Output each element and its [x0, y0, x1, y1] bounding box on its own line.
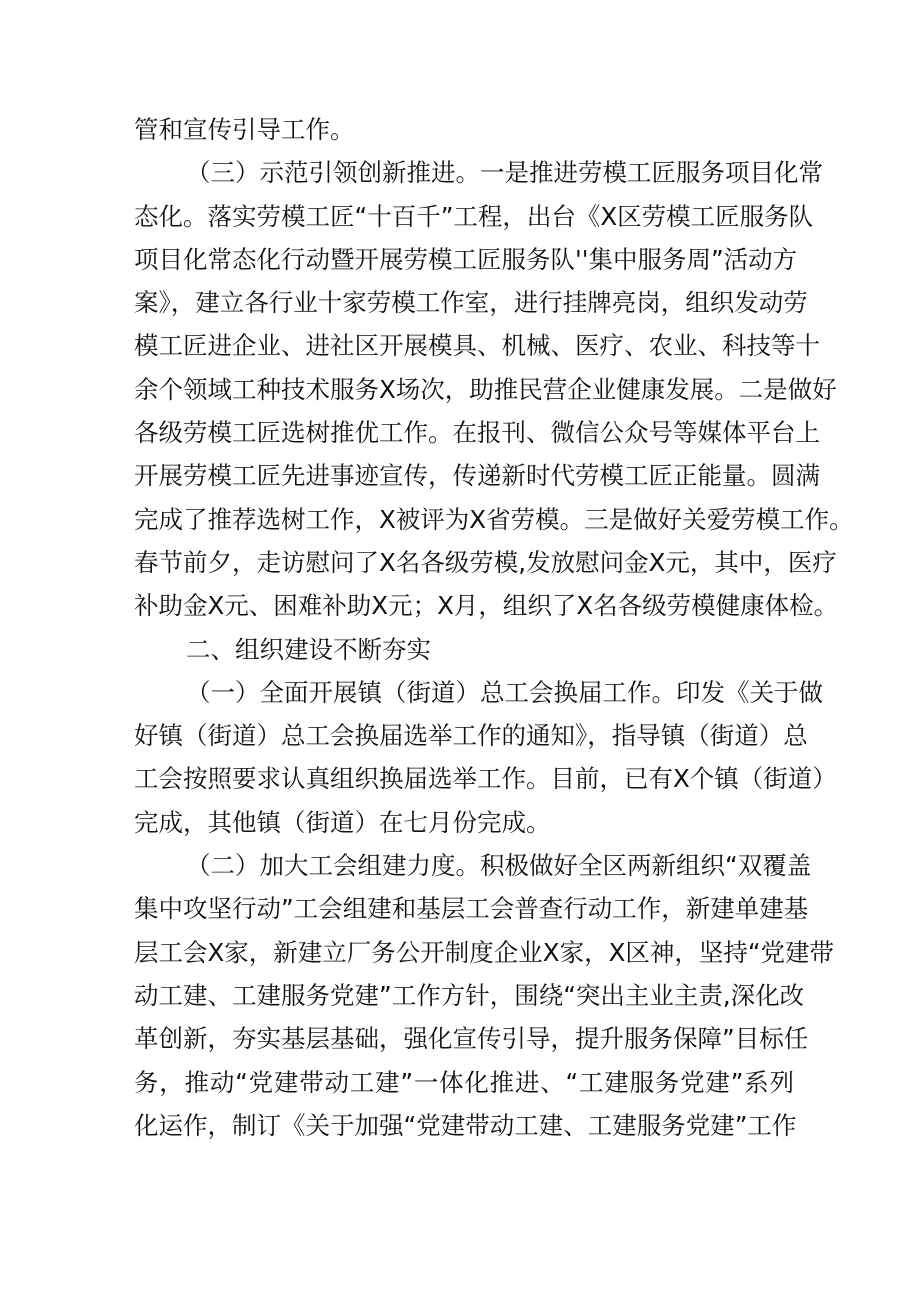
text-line: 好镇（街道）总工会换届选举工作的通知》，指导镇（街道）总 — [134, 721, 808, 751]
text-line: 模工匠进企业、进社区开展模具、机械、医疗、农业、科技等十 — [134, 331, 820, 361]
document-body — [134, 108, 854, 1147]
text-line: 集中攻坚行动”工会组建和基层工会普查行动工作，新建单建基 — [134, 894, 809, 924]
text-line: 春节前夕，走访慰问了X名各级劳模,发放慰问金X元，其中，医疗 — [134, 547, 837, 577]
text-line: 完成了推荐选树工作，X被评为X省劳模。三是做好关爱劳模工作。 — [134, 504, 854, 534]
text-line: 革创新，夯实基层基础，强化宣传引导，提升服务保障”目标任 — [134, 1024, 809, 1054]
text-line: 化运作，制订《关于加强“党建带动工建、工建服务党建”工作 — [134, 1110, 797, 1140]
text-line: 务，推动“党建带动工建”一体化推进、“工建服务党建”系列 — [134, 1067, 794, 1097]
text-line: 各级劳模工匠选树推优工作。在报刊、微信公众号等媒体平台上 — [134, 418, 820, 448]
text-line: 工会按照要求认真组织换届选举工作。目前，已有X个镇（街道） — [134, 764, 837, 794]
text-line: 案》，建立各行业十家劳模工作室，进行挂牌亮岗，组织发动劳 — [134, 288, 808, 318]
text-line: 态化。落实劳模工匠“十百千”工程，出台《X区劳模工匠服务队 — [134, 201, 814, 231]
text-line: 补助金X元、困难补助X元；X月，组织了X名各级劳模健康体检。 — [134, 591, 839, 621]
section-heading-line: （二）加大工会组建力度。积极做好全区两新组织“双覆盖 — [186, 851, 812, 881]
section-heading: 二、组织建设不断夯实 — [186, 634, 431, 664]
section-heading-line: （三）示范引领创新推进。一是推进劳模工匠服务项目化常 — [186, 158, 823, 188]
text-line: 项目化常态化行动暨开展劳模工匠服务队''集中服务周”活动方 — [134, 244, 798, 274]
text-line: 开展劳模工匠先进事迹宣传，传递新时代劳模工匠正能量。圆满 — [134, 461, 820, 491]
text-line: 层工会X家，新建立厂务公开制度企业X家，X区神，坚持“党建带 — [134, 937, 835, 967]
section-heading-line: （一）全面开展镇（街道）总工会换届工作。印发《关于做 — [186, 677, 823, 707]
text-line: 余个领域工种技术服务X场次，助推民营企业健康发展。二是做好 — [134, 374, 837, 404]
text-line: 动工建、工建服务党建”工作方针，围绕“突出主业主责,深化改 — [134, 980, 805, 1010]
text-line: 管和宣传引导工作。 — [134, 115, 355, 144]
text-line: 完成，其他镇（街道）在七月份完成。 — [134, 807, 551, 837]
